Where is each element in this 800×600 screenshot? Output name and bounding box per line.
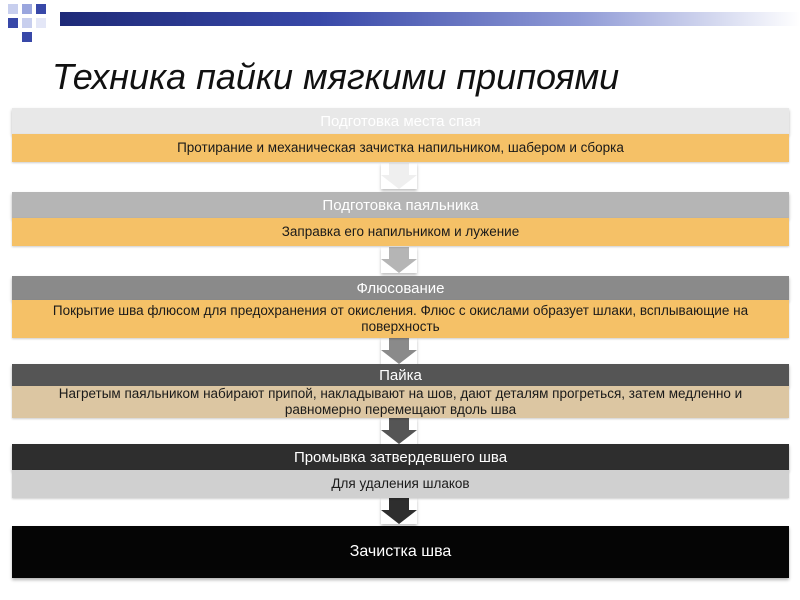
down-arrow-icon <box>381 247 417 273</box>
down-arrow-icon <box>381 498 417 524</box>
step-2-description: Заправка его напильником и лужение <box>12 218 789 246</box>
step-4-description: Нагретым паяльником набирают припой, накладывают на шов, дают деталям прогреться, затем медленно и равномерно перемещают вдоль шва <box>12 386 789 418</box>
down-arrow-icon <box>381 163 417 189</box>
step-6-title: Зачистка шва <box>12 526 789 578</box>
step-2-title: Подготовка паяльника <box>12 192 789 218</box>
down-arrow-icon <box>381 418 417 444</box>
slide-title: Техника пайки мягкими припоями <box>52 56 620 97</box>
step-1-title: Подготовка места спая <box>12 108 789 134</box>
step-3-title: Флюсование <box>12 276 789 300</box>
step-3-description: Покрытие шва флюсом для предохранения от окисления. Флюс с окислами образует шлаки, всплывающие на поверхность <box>12 300 789 338</box>
down-arrow-icon <box>381 338 417 364</box>
step-5-description: Для удаления шлаков <box>12 470 789 498</box>
step-4-title: Пайка <box>12 364 789 386</box>
step-5-title: Промывка затвердевшего шва <box>12 444 789 470</box>
step-1-description: Протирание и механическая зачистка напильником, шабером и сборка <box>12 134 789 162</box>
